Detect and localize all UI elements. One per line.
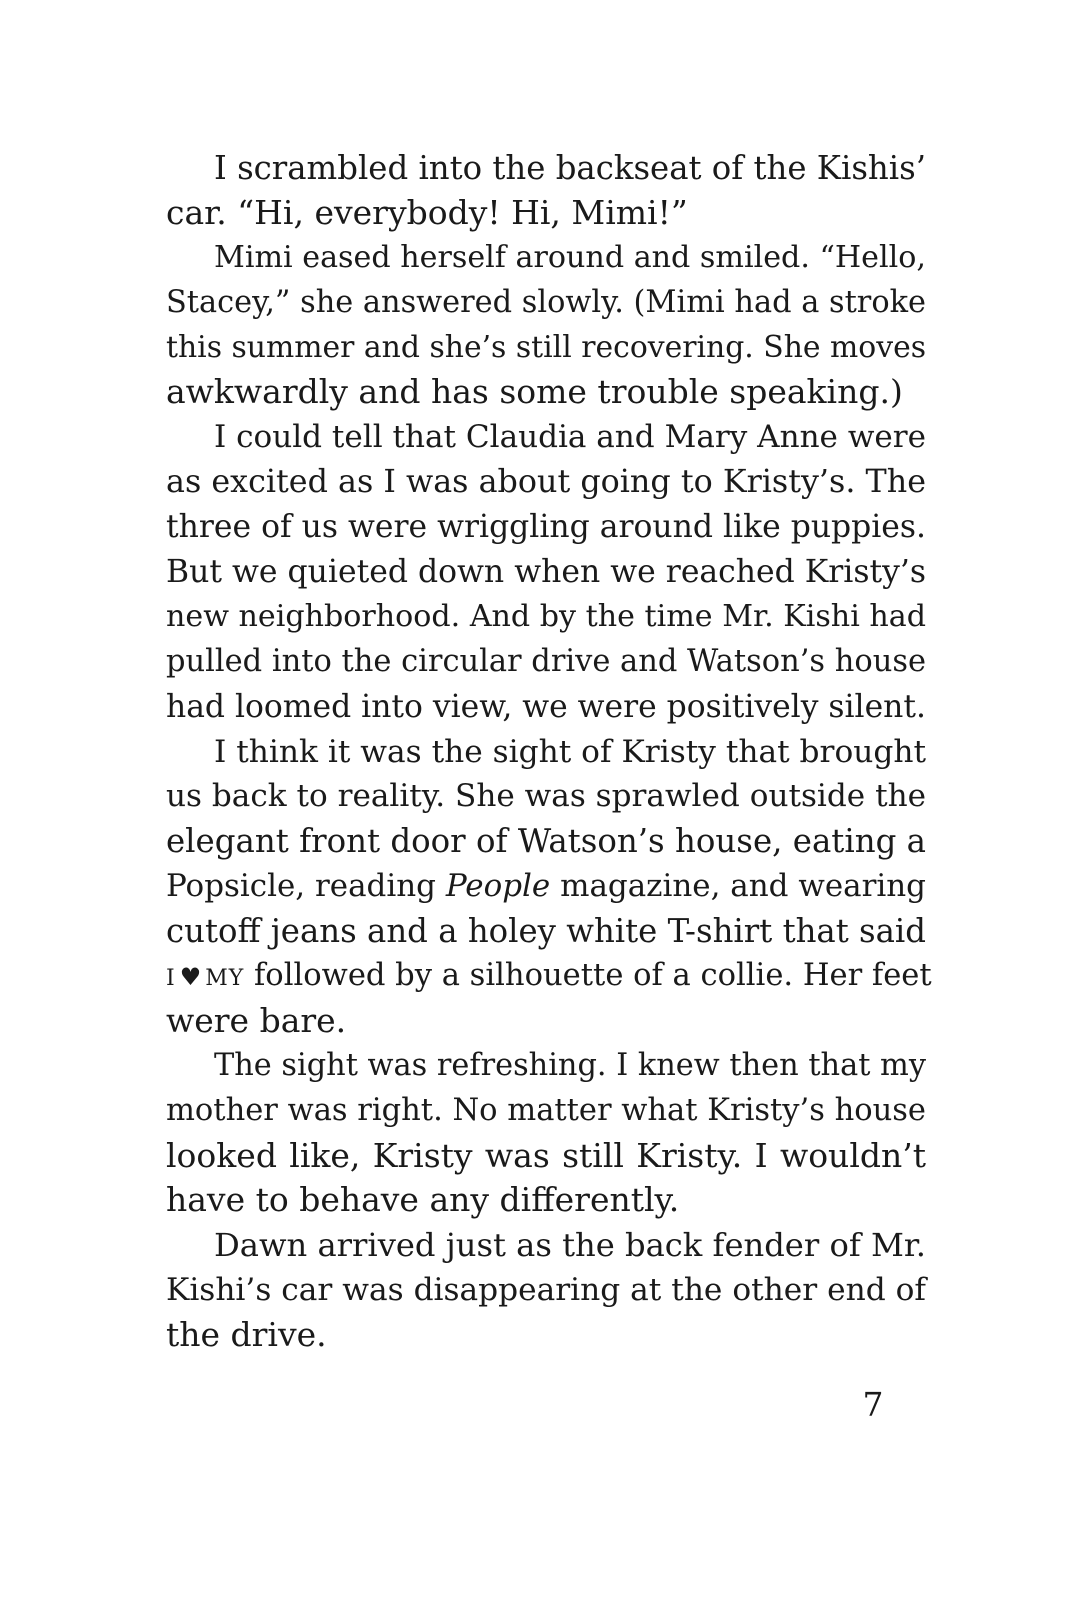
text-line: Dawn arrived just as the back fender of Mr. bbox=[214, 1226, 926, 1265]
text-line: elegant front door of Watson’s house, eating a bbox=[166, 822, 926, 861]
text-line: looked like, Kristy was still Kristy. I wouldn’t bbox=[166, 1135, 926, 1175]
text-line: I think it was the sight of Kristy that brought bbox=[214, 733, 926, 770]
text-line: had loomed into view, we were positively silent. bbox=[166, 688, 926, 725]
text-line: three of us were wriggling around like puppies. bbox=[166, 509, 926, 546]
text-line: have to behave any differently. bbox=[166, 1180, 680, 1220]
text-line: this summer and she’s still recovering. She moves bbox=[166, 329, 926, 365]
text-line: I scrambled into the backseat of the Kishis’ bbox=[214, 149, 927, 187]
text-line: the drive. bbox=[166, 1315, 327, 1355]
heart-icon: ♥ bbox=[179, 963, 202, 992]
text-segment: followed by a silhouette of a collie. Her feet bbox=[244, 958, 932, 994]
text-segment: Popsicle, reading bbox=[166, 868, 446, 905]
text-line: The sight was refreshing. I knew then that my bbox=[214, 1047, 926, 1083]
text-line: us back to reality. She was sprawled outside the bbox=[166, 778, 926, 815]
text-line: mother was right. No matter what Kristy’s house bbox=[166, 1092, 926, 1128]
slogan-i: I bbox=[166, 966, 176, 992]
text-line: as excited as I was about going to Kristy’s. The bbox=[166, 464, 926, 501]
text-line: pulled into the circular drive and Watson’s house bbox=[166, 643, 926, 679]
text-line: Stacey,” she answered slowly. (Mimi had a stroke bbox=[166, 284, 926, 320]
text-segment: magazine, and wearing bbox=[550, 868, 926, 905]
slogan-my: MY bbox=[205, 966, 245, 992]
text-line: car. “Hi, everybody! Hi, Mimi!” bbox=[166, 192, 688, 232]
text-line: awkwardly and has some trouble speaking.) bbox=[166, 372, 903, 412]
text-line: Mimi eased herself around and smiled. “Hello, bbox=[214, 239, 926, 275]
magazine-title: People bbox=[445, 868, 551, 905]
text-line: Kishi’s car was disappearing at the other end of bbox=[166, 1272, 926, 1309]
text-line: new neighborhood. And by the time Mr. Kishi had bbox=[166, 598, 926, 634]
text-line-popsicle bbox=[166, 864, 926, 909]
page-number: 7 bbox=[862, 1385, 884, 1424]
body-text bbox=[166, 146, 932, 1358]
text-line-tshirt-slogan bbox=[166, 954, 932, 999]
text-line: I could tell that Claudia and Mary Anne were bbox=[214, 419, 926, 456]
text-line: cutoff jeans and a holey white T-shirt that said bbox=[166, 912, 926, 951]
text-line: were bare. bbox=[166, 1000, 347, 1040]
text-line: But we quieted down when we reached Kristy’s bbox=[166, 554, 926, 591]
